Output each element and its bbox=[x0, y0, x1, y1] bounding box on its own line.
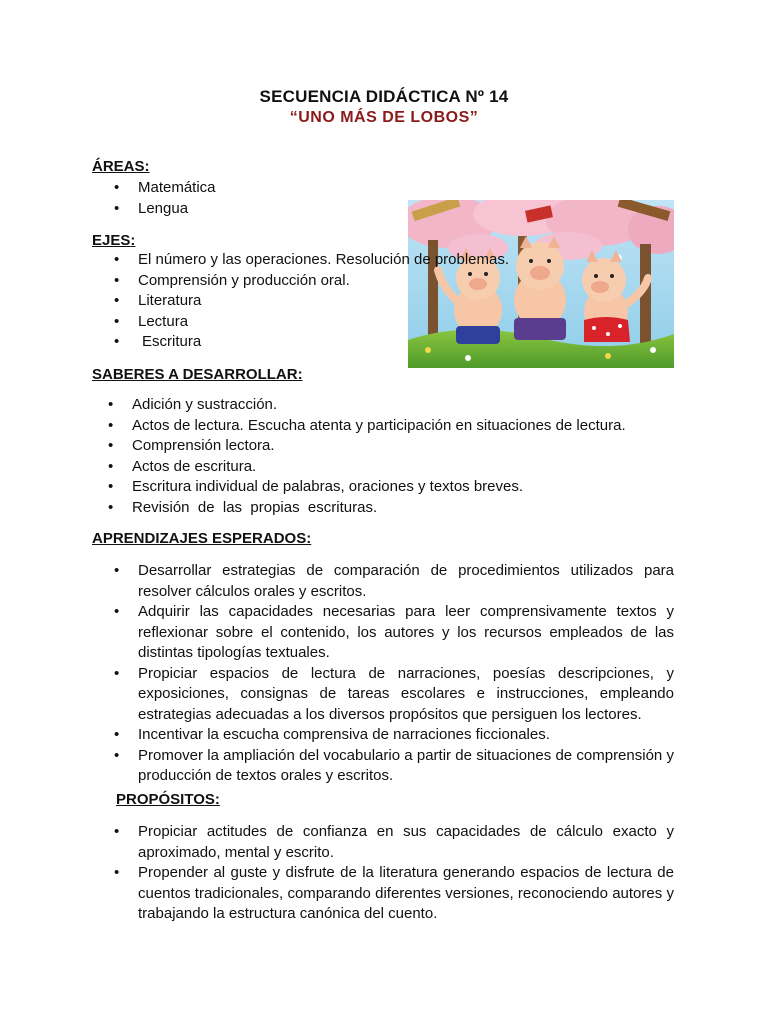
document-subtitle: “UNO MÁS DE LOBOS” bbox=[289, 109, 479, 126]
propositos-heading: PROPÓSITOS: bbox=[116, 791, 220, 808]
list-item: • Incentivar la escucha comprensiva de narraciones ficcionales. bbox=[92, 725, 674, 746]
propositos-list bbox=[92, 822, 674, 925]
list-item: • Lengua bbox=[92, 199, 392, 220]
list-item: • Desarrollar estrategias de comparación de procedimientos utilizados para resolver cálculos orales y escritos. bbox=[92, 561, 674, 602]
list-item: • Actos de lectura. Escucha atenta y participación en situaciones de lectura. bbox=[86, 416, 686, 437]
list-item: • Escritura individual de palabras, oraciones y textos breves. bbox=[86, 477, 686, 498]
list-item: • Adición y sustracción. bbox=[86, 395, 686, 416]
list-item: • Matemática bbox=[92, 178, 392, 199]
areas-list bbox=[92, 178, 392, 219]
ejes-heading bbox=[92, 232, 135, 249]
list-item: • Comprensión y producción oral. bbox=[92, 271, 562, 292]
ejes-list bbox=[92, 250, 562, 353]
list-item: • Literatura bbox=[92, 291, 562, 312]
saberes-list bbox=[86, 395, 686, 518]
list-item: • Lectura bbox=[92, 312, 562, 333]
aprendizajes-list bbox=[92, 561, 674, 787]
document-title: SECUENCIA DIDÁCTICA Nº 14 bbox=[259, 87, 509, 106]
list-item: • El número y las operaciones. Resolución de problemas. bbox=[92, 250, 562, 271]
list-item: • Escritura bbox=[92, 332, 562, 353]
list-item: • Propiciar espacios de lectura de narraciones, poesías descripciones, y exposiciones, consignas de tareas escolares e instrucciones, empleando estrategias adecuadas a los diversos propósitos que persiguen los lectores. bbox=[92, 664, 674, 726]
areas-heading: ÁREAS: bbox=[92, 158, 150, 175]
list-item: • Propender al guste y disfrute de la literatura generando espacios de lectura de cuentos tradicionales, comparando diferentes versiones, reconociendo autores y trabajando la estructura canónica del cuento. bbox=[92, 863, 674, 925]
aprendizajes-heading: APRENDIZAJES ESPERADOS: bbox=[92, 530, 312, 547]
list-item: • Comprensión lectora. bbox=[86, 436, 686, 457]
list-item: • Actos de escritura. bbox=[86, 457, 686, 478]
list-item: • Adquirir las capacidades necesarias para leer comprensivamente textos y reflexionar sobre el contenido, los autores y los recursos empleados de las distintas tipologías textuales. bbox=[92, 602, 674, 664]
list-item: • Revisión de las propias escrituras. bbox=[86, 498, 686, 519]
list-item: • Propiciar actitudes de confianza en sus capacidades de cálculo exacto y aproximado, mental y escrito. bbox=[92, 822, 674, 863]
list-item: • Promover la ampliación del vocabulario a partir de situaciones de comprensión y producción de textos orales y escritos. bbox=[92, 746, 674, 787]
ejes-heading-colon: : bbox=[130, 232, 136, 249]
saberes-heading: SABERES A DESARROLLAR: bbox=[92, 366, 303, 383]
ejes-heading-text: EJES bbox=[92, 232, 131, 249]
